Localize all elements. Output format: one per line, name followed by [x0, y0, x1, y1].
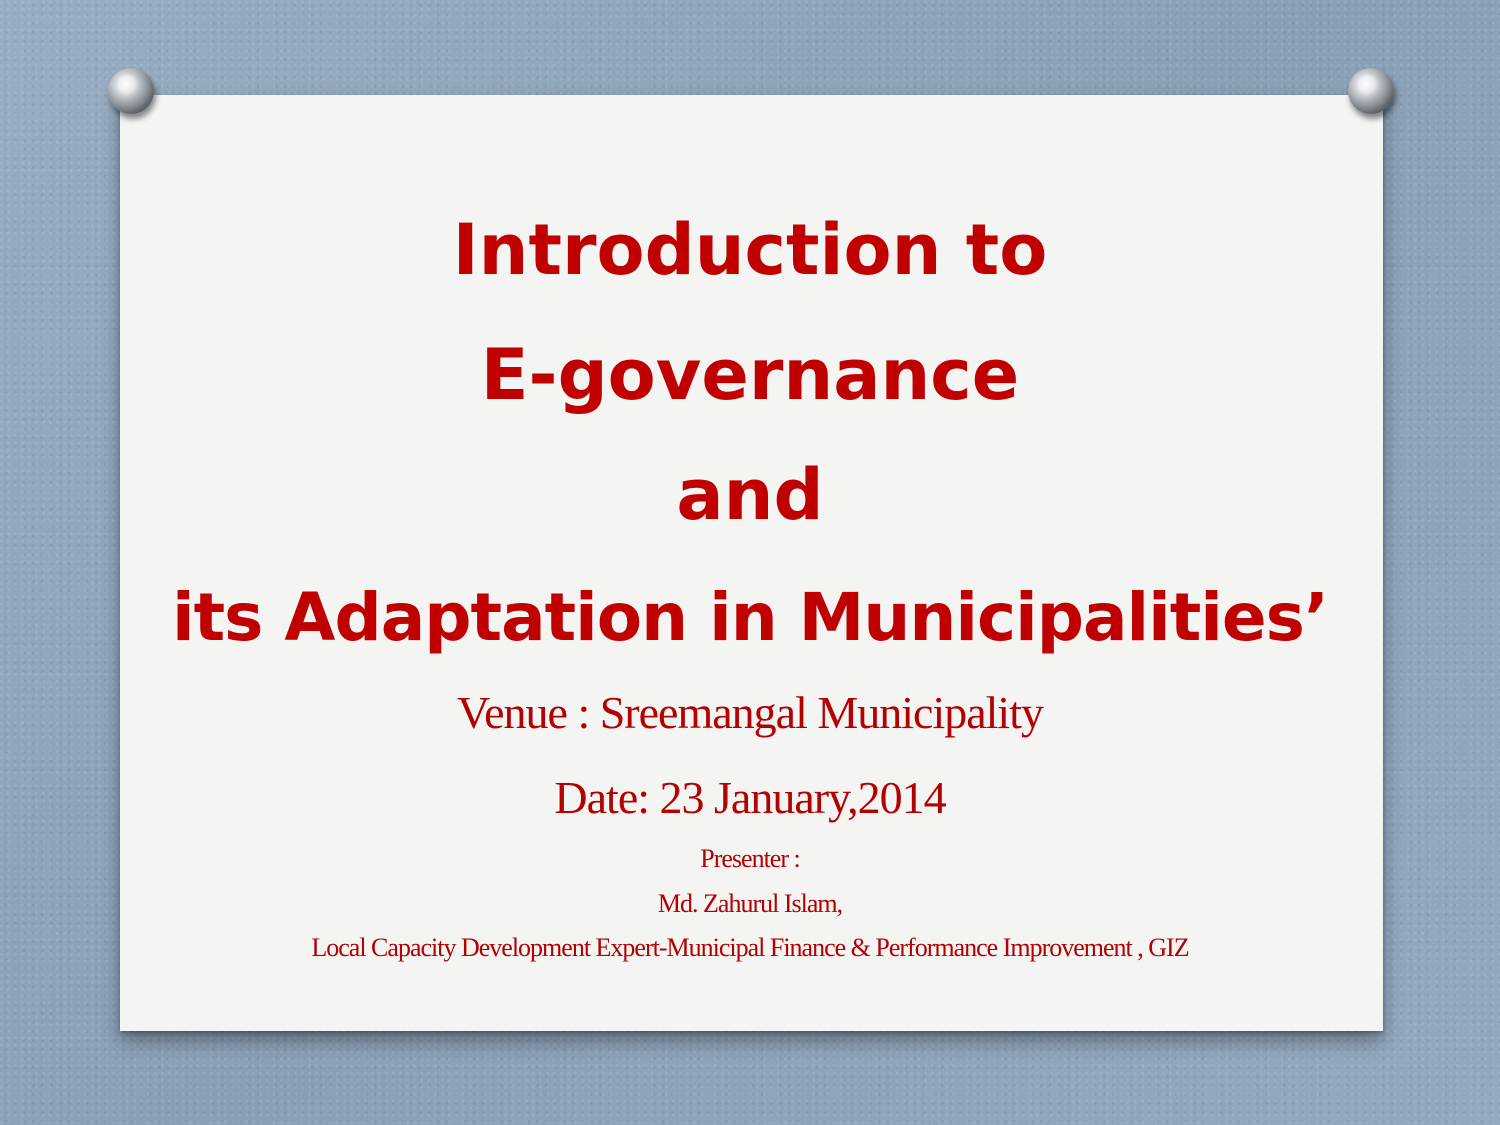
presenter-label: Presenter :	[700, 844, 800, 873]
presenter-name: Md. Zahurul Islam,	[657, 889, 843, 918]
slide-title-line-3: and	[676, 454, 824, 536]
slide-title-line-2: E-governance	[480, 334, 1020, 416]
venue-text: Venue : Sreemangal Municipality	[456, 687, 1043, 738]
presenter-role: Local Capacity Development Expert-Municipal Finance & Performance Improvement , GIZ	[311, 933, 1189, 962]
slide-title-line-4: its Adaptation in Municipalities’	[171, 579, 1329, 656]
pushpin-right-icon	[1348, 68, 1394, 114]
slide-title-line-1: Introduction to	[452, 209, 1048, 291]
date-text: Date: 23 January,2014	[554, 772, 946, 823]
pushpin-left-icon	[108, 68, 154, 114]
